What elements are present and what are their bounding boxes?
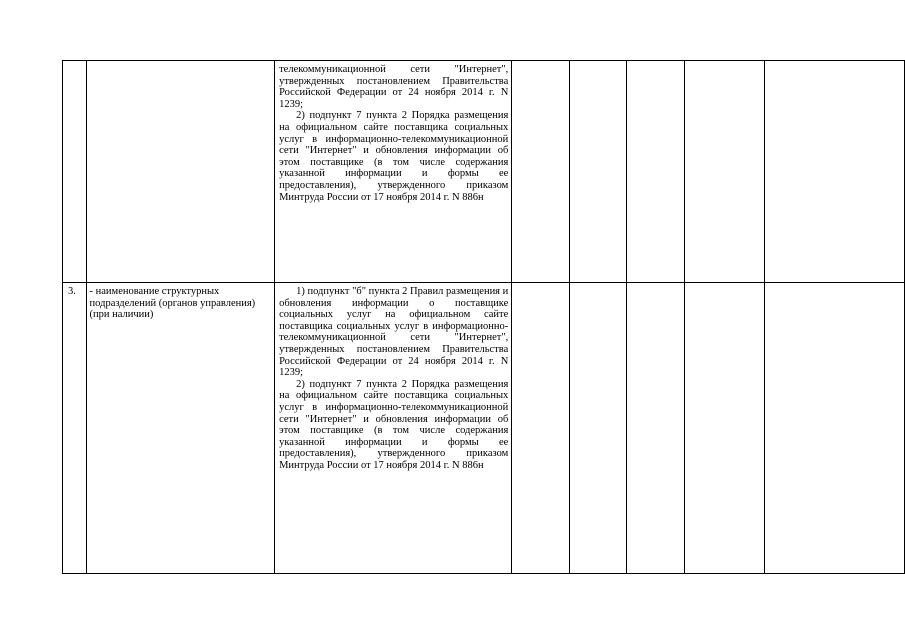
requirements-table xyxy=(62,60,905,574)
row-number-cell: 3. xyxy=(63,283,87,574)
empty-cell xyxy=(685,283,765,574)
legal-basis-paragraph: телекоммуникационной сети "Интернет", утвержденных постановлением Правительства Российской Федерации от 24 ноября 2014 г. N 1239; xyxy=(279,64,509,110)
empty-cell xyxy=(685,61,765,283)
empty-cell xyxy=(512,61,569,283)
legal-basis-cell xyxy=(275,283,512,574)
item-name-cell: - наименование структурных подразделений (органов управления) (при наличии) xyxy=(86,283,275,574)
legal-basis-paragraph: 2) подпункт 7 пункта 2 Порядка размещения на официальном сайте поставщика социальных услуг в информационно-телекоммуникационной сети "Интернет" и обновления информации об этом поставщике (в том числе содержания указанной информации и формы ее предоставления), утвержденного приказом Минтруда России от 17 ноября 2014 г. N 886н xyxy=(279,378,509,471)
empty-cell xyxy=(765,61,905,283)
empty-cell xyxy=(626,61,684,283)
empty-cell xyxy=(512,283,569,574)
empty-cell xyxy=(626,283,684,574)
table-row xyxy=(63,61,905,283)
empty-cell xyxy=(765,283,905,574)
row-number-cell xyxy=(63,61,87,283)
empty-cell xyxy=(569,283,626,574)
item-name-cell xyxy=(86,61,275,283)
empty-cell xyxy=(569,61,626,283)
legal-basis-paragraph: 1) подпункт "б" пункта 2 Правил размещения и обновления информации о поставщике социальных услуг на официальном сайте поставщика социальных услуг в информационно-телекоммуникационной сети "Интернет", утвержденных постановлением Правительства Российской Федерации от 24 ноября 2014 г. N 1239; xyxy=(279,286,509,379)
legal-basis-cell xyxy=(275,61,512,283)
table-row xyxy=(63,283,905,574)
legal-basis-paragraph: 2) подпункт 7 пункта 2 Порядка размещения на официальном сайте поставщика социальных услуг в информационно-телекоммуникационной сети "Интернет" и обновления информации об этом поставщике (в том числе содержания указанной информации и формы ее предоставления), утвержденного приказом Минтруда России от 17 ноября 2014 г. N 886н xyxy=(279,110,509,203)
